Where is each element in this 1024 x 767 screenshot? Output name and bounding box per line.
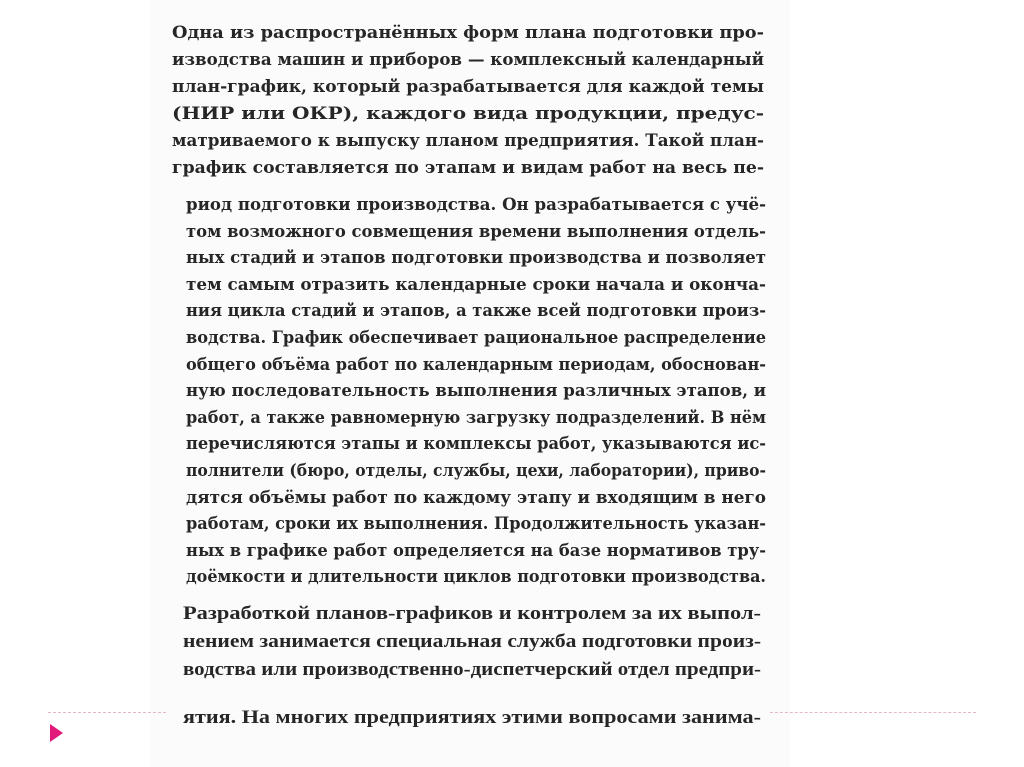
text-line: ных стадий и этапов подготовки производства и позволяет bbox=[186, 248, 766, 268]
text-line: Разработкой планов-графиков и контролем за их выпол- bbox=[183, 603, 761, 624]
text-line: график составляется по этапам и видам работ на весь пе- bbox=[172, 158, 764, 178]
paragraph-1 bbox=[172, 20, 776, 182]
text-line: общего объёма работ по календарным периодам, обоснован- bbox=[186, 354, 766, 374]
divider-left bbox=[48, 712, 166, 713]
text-line: водства. График обеспечивает рациональное распределение bbox=[186, 327, 766, 347]
text-line: дятся объёмы работ по каждому этапу и входящим в него bbox=[186, 487, 766, 507]
text-line: риод подготовки производства. Он разрабатывается с учё- bbox=[186, 195, 766, 214]
text-line: изводства машин и приборов — комплексный календарный bbox=[172, 50, 764, 70]
text-line: работ, а также равномерную загрузку подразделений. В нём bbox=[186, 407, 766, 427]
text-line: доёмкости и длительности циклов подготовки производства. bbox=[186, 567, 766, 587]
text-line: план-график, который разрабатывается для каждой темы bbox=[172, 77, 764, 97]
paragraph-3 bbox=[183, 600, 762, 684]
divider-right bbox=[770, 712, 976, 713]
text-line: тем самым отразить календарные сроки начала и оконча- bbox=[186, 274, 766, 294]
text-line: полнители (бюро, отделы, службы, цехи, лаборатории), приво- bbox=[186, 460, 766, 480]
text-line: Одна из распространённых форм плана подготовки про- bbox=[172, 23, 764, 43]
text-line: ную последовательность выполнения различных этапов, и bbox=[186, 381, 766, 401]
text-line: нением занимается специальная служба подготовки произ- bbox=[183, 631, 761, 652]
text-line: (НИР или ОКР), каждого вида продукции, предус- bbox=[172, 104, 764, 124]
text-line: ния цикла стадий и этапов, а также всей подготовки произ- bbox=[186, 301, 766, 321]
text-line: том возможного совмещения времени выполнения отдель- bbox=[186, 221, 766, 241]
paragraph-2 bbox=[186, 192, 800, 591]
text-line: работам, сроки их выполнения. Продолжительность указан- bbox=[186, 514, 766, 534]
text-line: ятия. На многих предприятиях этими вопросами занима- bbox=[183, 707, 761, 728]
paragraph-4 bbox=[183, 704, 761, 732]
text-line: водства или производственно-диспетчерский отдел предпри- bbox=[183, 659, 762, 680]
play-triangle-icon[interactable] bbox=[50, 724, 63, 742]
text-line: ных в графике работ определяется на базе нормативов тру- bbox=[186, 540, 766, 560]
text-line: матриваемого к выпуску планом предприятия. Такой план- bbox=[172, 131, 764, 151]
text-line: перечисляются этапы и комплексы работ, указываются ис- bbox=[186, 434, 766, 454]
